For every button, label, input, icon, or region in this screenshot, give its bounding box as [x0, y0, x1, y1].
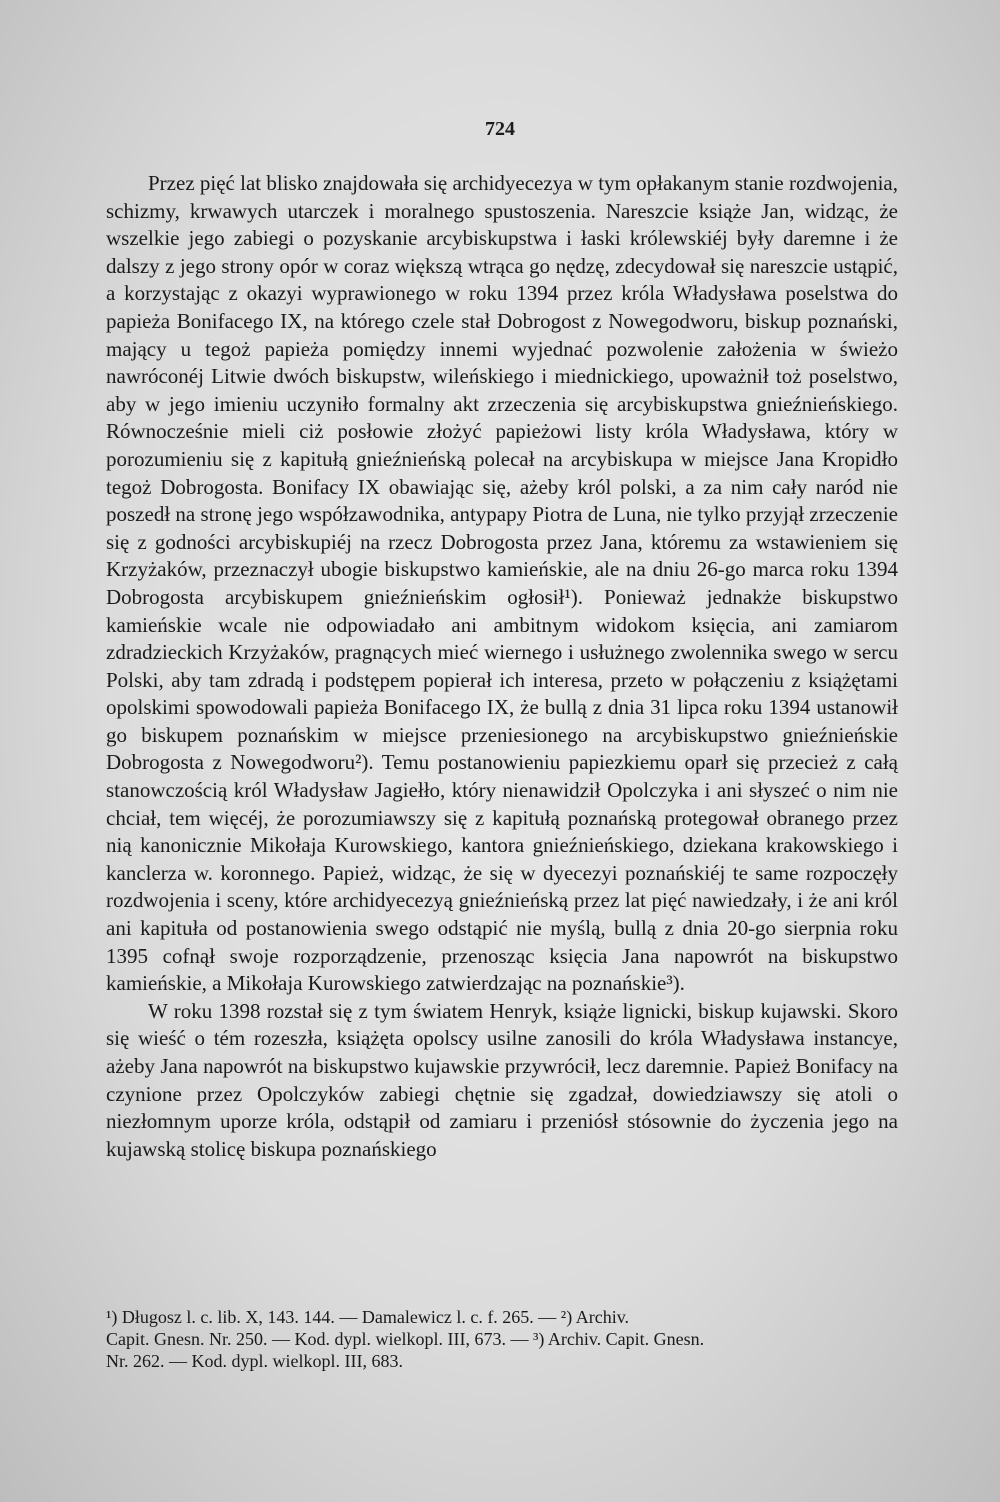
footnote-line-3: Nr. 262. — Kod. dypl. wielkopl. III, 683.	[106, 1351, 403, 1371]
footnotes	[106, 1306, 906, 1372]
page-number: 724	[485, 118, 515, 140]
paragraph-1: Przez pięć lat blisko znajdowała się archidyecezya w tym opłakanym stanie rozdwojenia, schizmy, krwawych utarczek i moralnego spustoszenia. Nareszcie książe Jan, widząc, że wszelkie jego zabiegi o pozyskanie arcybiskupstwa i łaski królewskiéj były daremne i że dalszy z jego strony opór w coraz większą wtrąca go nędzę, zdecydował się nareszcie ustąpić, a korzystając z okazyi wyprawionego w roku 1394 przez króla Władysława poselstwa do papieża Bonifacego IX, na którego czele stał Dobrogost z Nowegodworu, biskup poznański, mający u tegoż papieża pomiędzy innemi wyjednać pozwolenie założenia w świeżo nawróconéj Litwie dwóch biskupstw, wileńskiego i miednickiego, upoważnił toż poselstwo, aby w jego imieniu uczyniło formalny akt zrzeczenia się arcybiskupstwa gnieźnieńskiego. Równocześnie mieli ciż posłowie złożyć papieżowi listy króla Władysława, który w porozumieniu się z kapitułą gnieźnieńską polecał na arcybiskupa w miejsce Jana Kropidło tegoż Dobrogosta. Bonifacy IX obawiając się, ażeby król polski, a za nim cały naród nie poszedł na stronę jego współzawodnika, antypapy Piotra de Luna, nie tylko przyjął zrzeczenie się z godności arcybiskupiéj na rzecz Dobrogosta przez Jana, któremu za wstawieniem się Krzyżaków, przeznaczył ubogie biskupstwo kamieńskie, ale na dniu 26-go marca roku 1394 Dobrogosta arcybiskupem gnieźnieńskim ogłosił¹). Ponieważ jednakże biskupstwo kamieńskie wcale nie odpowiadało ani ambitnym widokom księcia, ani zamiarom zdradzieckich Krzyżaków, pragnących mieć wiernego i usłużnego zwolennika swego w sercu Polski, aby tam zdradą i podstępem popierał ich interesa, przeto w połączeniu z książętami opolskimi spowodowali papieża Bonifacego IX, że bullą z dnia 31 lipca roku 1394 ustanowił go biskupem poznańskim w miejsce przeniesionego na arcybiskupstwo gnieźnieńskie Dobrogosta z Nowegodworu²). Temu postanowieniu papiezkiemu oparł się przecież z całą stanowczością król Władysław Jagiełło, który nienawidził Opolczyka i ani słyszeć o nim nie chciał, tem więcéj, że porozumiawszy się z kapitułą poznańską protegował obranego przez nią kanonicznie Mikołaja Kurowskiego, kantora gnieźnieńskiego, dziekana krakowskiego i kanclerza w. koronnego. Papież, widząc, że się w dyecezyi poznańskiéj te same rozpoczęły rozdwojenia i sceny, które archidyecezyą gnieźnieńską przez lat pięć nawiedzały, i że ani król ani kapituła od postanowienia swego odstąpić nie myślą, bullą z dnia 20-go sierpnia roku 1395 cofnął swoje rozporządzenie, przenosząc księcia Jana napowrót na biskupstwo kamieńskie, a Mikołaja Kurowskiego zatwierdzając na poznańskie³).	[106, 171, 898, 996]
footnote-line-1: ¹) Długosz l. c. lib. X, 143. 144. — Damalewicz l. c. f. 265. — ²) Archiv.	[106, 1307, 630, 1327]
main-text	[106, 170, 898, 1163]
paragraph-2: W roku 1398 rozstał się z tym światem Henryk, książe lignicki, biskup kujawski. Skoro się wieść o tém rozeszła, książęta opolscy usilne zanosili do króla Władysława instancye, ażeby Jana napowrót na biskupstwo kujawskie przywrócił, lecz daremnie. Papież Bonifacy na czynione przez Opolczyków zabiegi chętnie się zgadzał, dowiedziawszy się atoli o niezłomnym uporze króla, odstąpił od zamiaru i przeniósł stósownie do życzenia jego na kujawską stolicę biskupa poznańskiego	[106, 998, 898, 1161]
footnote-line-2: Capit. Gnesn. Nr. 250. — Kod. dypl. wielkopl. III, 673. — ³) Archiv. Capit. Gnesn.	[106, 1329, 705, 1349]
